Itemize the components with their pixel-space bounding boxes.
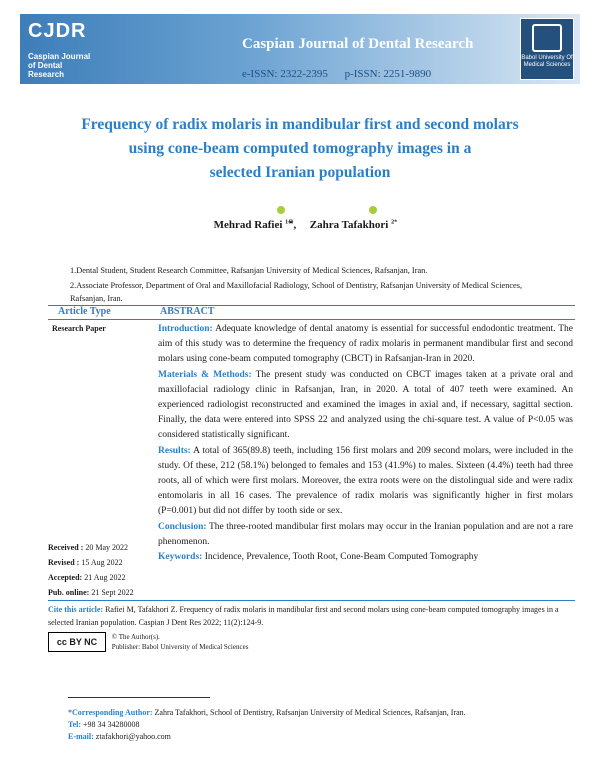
license-block [48,632,348,652]
abstract-results [158,444,573,520]
received-date [48,540,156,555]
author-2-affil: 2* [391,219,398,226]
license-text [112,632,249,652]
methods-label: Materials & Methods: [158,369,252,380]
introduction-label: Introduction: [158,324,213,334]
abstract-keywords [158,550,573,565]
e-issn: e-ISSN: 2322-2395 [242,68,328,80]
received-value: 20 May 2022 [85,543,128,552]
university-logo [520,18,574,80]
affiliation-1: 1.Dental Student, Student Research Committee, Rafsanjan University of Medical Sciences, Rafsanjan, Iran. [70,266,428,275]
corresponding-text: Zahra Tafakhori, School of Dentistry, Rafsanjan University of Medical Sciences, Rafsanjan, Iran. [154,708,466,717]
orcid-icon[interactable] [277,206,285,214]
revised-date [48,555,156,570]
article-dates [48,540,156,600]
author-2: Zahra Tafakhori [309,219,389,231]
received-label: Received : [48,543,84,552]
published-label: Pub. online: [48,588,90,597]
accepted-label: Accepted: [48,573,83,582]
results-text: A total of 365(89.8) teeth, including 156 first molars and 209 second molars, were included in the study. Of these, 212 (58.1%) belonged to females and 153 (41.9%) to males. Sixteen (4.4%) teeth had three roots, all of which were first molars. Moreover, the extra roots were on the distolingual side and were radix entomolaris in all 16 cases. The prevalence of radix molaris was significantly higher in first molars (P=0.001) but did not differ by tooth side or sex. [158,445,573,517]
orcid-icon[interactable] [369,206,377,214]
abstract-methods [158,368,573,444]
abstract-body [158,322,573,565]
tel-label: Tel: [68,720,82,729]
university-emblem-icon [532,24,562,52]
abstract-heading: ABSTRACT [160,306,215,317]
corresponding-author-footer [68,707,568,743]
journal-logo-subtitle: Caspian Journal of Dental Research [28,52,91,79]
p-issn: p-ISSN: 2251-9890 [344,68,432,80]
author-separator: , [293,219,300,231]
footnote-rule [68,697,210,698]
results-label: Results: [158,445,191,456]
citation-text: Rafiei M, Tafakhori Z. Frequency of radix molaris in mandibular first and second molars using cone-beam computed tomography images in a selected Iranian population. Caspian J Dent Res 2022; 11(2):124-9. [48,605,559,627]
publisher: Publisher: Babol University of Medical Sciences [111,643,249,651]
university-logo-text: Babol University Of Medical Sciences [521,55,573,68]
author-1-affil: 1☠ [285,219,294,226]
affiliation-2: 2.Associate Professor, Department of Oral and Maxillofacial Radiology, School of Dentistry, Rafsanjan University of Medical Sciences, Rafsanjan, Iran. [70,281,523,303]
published-date [48,585,156,600]
accepted-value: 21 Aug 2022 [84,573,126,582]
citation-label: Cite this article: [48,605,104,614]
keywords-label: Keywords: [158,552,203,563]
published-value: 21 Sept 2022 [91,588,134,597]
email-label: E-mail: [68,732,94,741]
email-value[interactable]: ztafakhori@yahoo.com [95,732,171,741]
methods-text: The present study was conducted on CBCT images taken at a private oral and maxillofacial radiology clinic in Rafsanjan, Iran, in 2020. A total of 407 teeth were examined. An experienced radiologist reconstructed and examined the images in axial and, if necessary, sagittal section. Finally, the data were entered into SPSS 22 and analyzed using the chi-square test. A value of P<0.05 was considered statistically significant. [158,369,573,441]
bottom-divider [48,600,575,601]
email [68,731,568,743]
telephone [68,719,568,731]
paper-title [60,113,540,185]
title-line-2: using cone-beam computed tomography images in a [128,140,472,157]
revised-label: Revised : [48,558,80,567]
article-type: Research Paper [52,324,106,333]
revised-value: 15 Aug 2022 [81,558,123,567]
top-divider [48,305,575,306]
corresponding-label: *Corresponding Author: [68,708,153,717]
cc-license-icon[interactable]: cc BY NC [48,632,106,652]
copyright: © The Author(s). [111,633,160,641]
journal-logo: CJDR [28,20,87,42]
journal-title: Caspian Journal of Dental Research [242,36,474,52]
header-divider [48,319,575,320]
author-1: Mehrad Rafiei [213,219,283,231]
keywords-text: Incidence, Prevalence, Tooth Root, Cone-Beam Computed Tomography [204,552,479,563]
title-line-3: selected Iranian population [209,164,391,181]
accepted-date [48,570,156,585]
conclusion-text: The three-rooted mandibular first molars may occur in the Iranian population and are not a rare phenomenon. [158,521,573,547]
article-type-heading: Article Type [58,306,111,317]
author-line [0,214,600,231]
conclusion-label: Conclusion: [158,521,207,532]
citation [48,603,575,629]
abstract-conclusion [158,520,573,550]
introduction-text: Adequate knowledge of dental anatomy is essential for successful endodontic treatment. The aim of this study was to determine the frequency of radix molaris in permanent mandibular first and second molars using cone-beam computed tomography (CBCT) in Rafsanjan-Iran in 2020. [158,324,573,365]
issn-line [242,68,445,80]
affiliations [70,264,540,307]
title-line-1: Frequency of radix molaris in mandibular first and second molars [81,116,519,133]
tel-value: +98 34 34280008 [83,720,140,729]
abstract-introduction [158,322,573,368]
corresponding-author [68,707,568,719]
journal-header [20,14,580,84]
